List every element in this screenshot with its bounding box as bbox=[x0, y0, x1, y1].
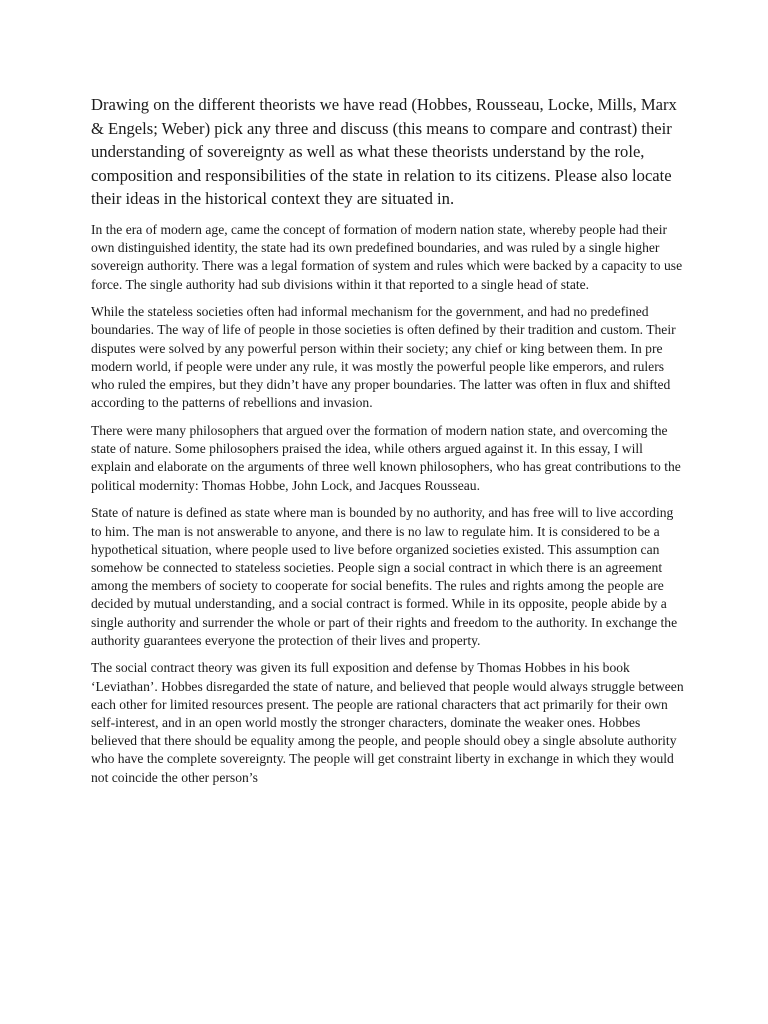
essay-prompt: Drawing on the different theorists we have read (Hobbes, Rousseau, Locke, Mills, Marx & Engels; Weber) pick any three and discuss (this means to compare and contrast) their understanding of sovereignty as well as what these theorists understand by the role, composition and responsibilities of the state in relation to its citizens. Please also locate their ideas in the historical context they are situated in. bbox=[91, 95, 677, 209]
paragraph-modern-nation-state: In the era of modern age, came the concept of formation of modern nation state, whereby people had their own distinguished identity, the state had its own predefined boundaries, and was ruled by a single higher sovereign authority. There was a legal formation of system and rules which were backed by a capacity to use force. The single authority had sub divisions within it that reported to a single head of state. bbox=[91, 221, 683, 292]
paragraph-philosophers-intro: There were many philosophers that argued over the formation of modern nation state, and overcoming the state of nature. Some philosophers praised the idea, while others argued against it. In this essay, I will explain and elaborate on the arguments of three well known philosophers, who has great contributions to the political modernity: Thomas Hobbe, John Lock, and Jacques Rousseau. bbox=[91, 423, 681, 493]
paragraph-stateless-societies: While the stateless societies often had informal mechanism for the government, and had no predefined boundaries. The way of life of people in those societies is often defined by their tradition and custom. Their disputes were solved by any powerful person within their society; any chief or king between them. In pre modern world, if people were under any rule, it was mostly the powerful people like emperors, and rulers who ruled the empires, but they didn’t have any proper boundaries. The latter was often in flux and shifted according to the patterns of rebellions and invasion. bbox=[91, 304, 676, 411]
paragraph-state-of-nature: State of nature is defined as state where man is bounded by no authority, and has free will to live according to him. The man is not answerable to anyone, and there is no law to regulate him. It is considered to be a hypothetical situation, where people used to live before organized societies existed. This assumption can somehow be connected to stateless societies. People sign a social contract in which there is an agreement among the members of society to cooperate for social benefits. The rules and rights among the people are decided by mutual understanding, and a social contract is formed. While in its opposite, people abide by a single authority and surrender the whole or part of their rights and freedom to the authority. In exchange the authority guarantees everyone the protection of their lives and property. bbox=[91, 505, 678, 648]
paragraph-hobbes-leviathan: The social contract theory was given its full exposition and defense by Thomas Hobbes in his book ‘Leviathan’. Hobbes disregarded the state of nature, and believed that people would always struggle between each other for limited resources present. The people are rational characters that act primarily for their own self-interest, and in an open world mostly the stronger characters, dominate the weaker ones. Hobbes believed that there should be equality among the people, and people should obey a single absolute authority who have the complete sovereignty. The people will get constraint liberty in exchange in which they would not coincide the other person’s bbox=[91, 660, 684, 785]
